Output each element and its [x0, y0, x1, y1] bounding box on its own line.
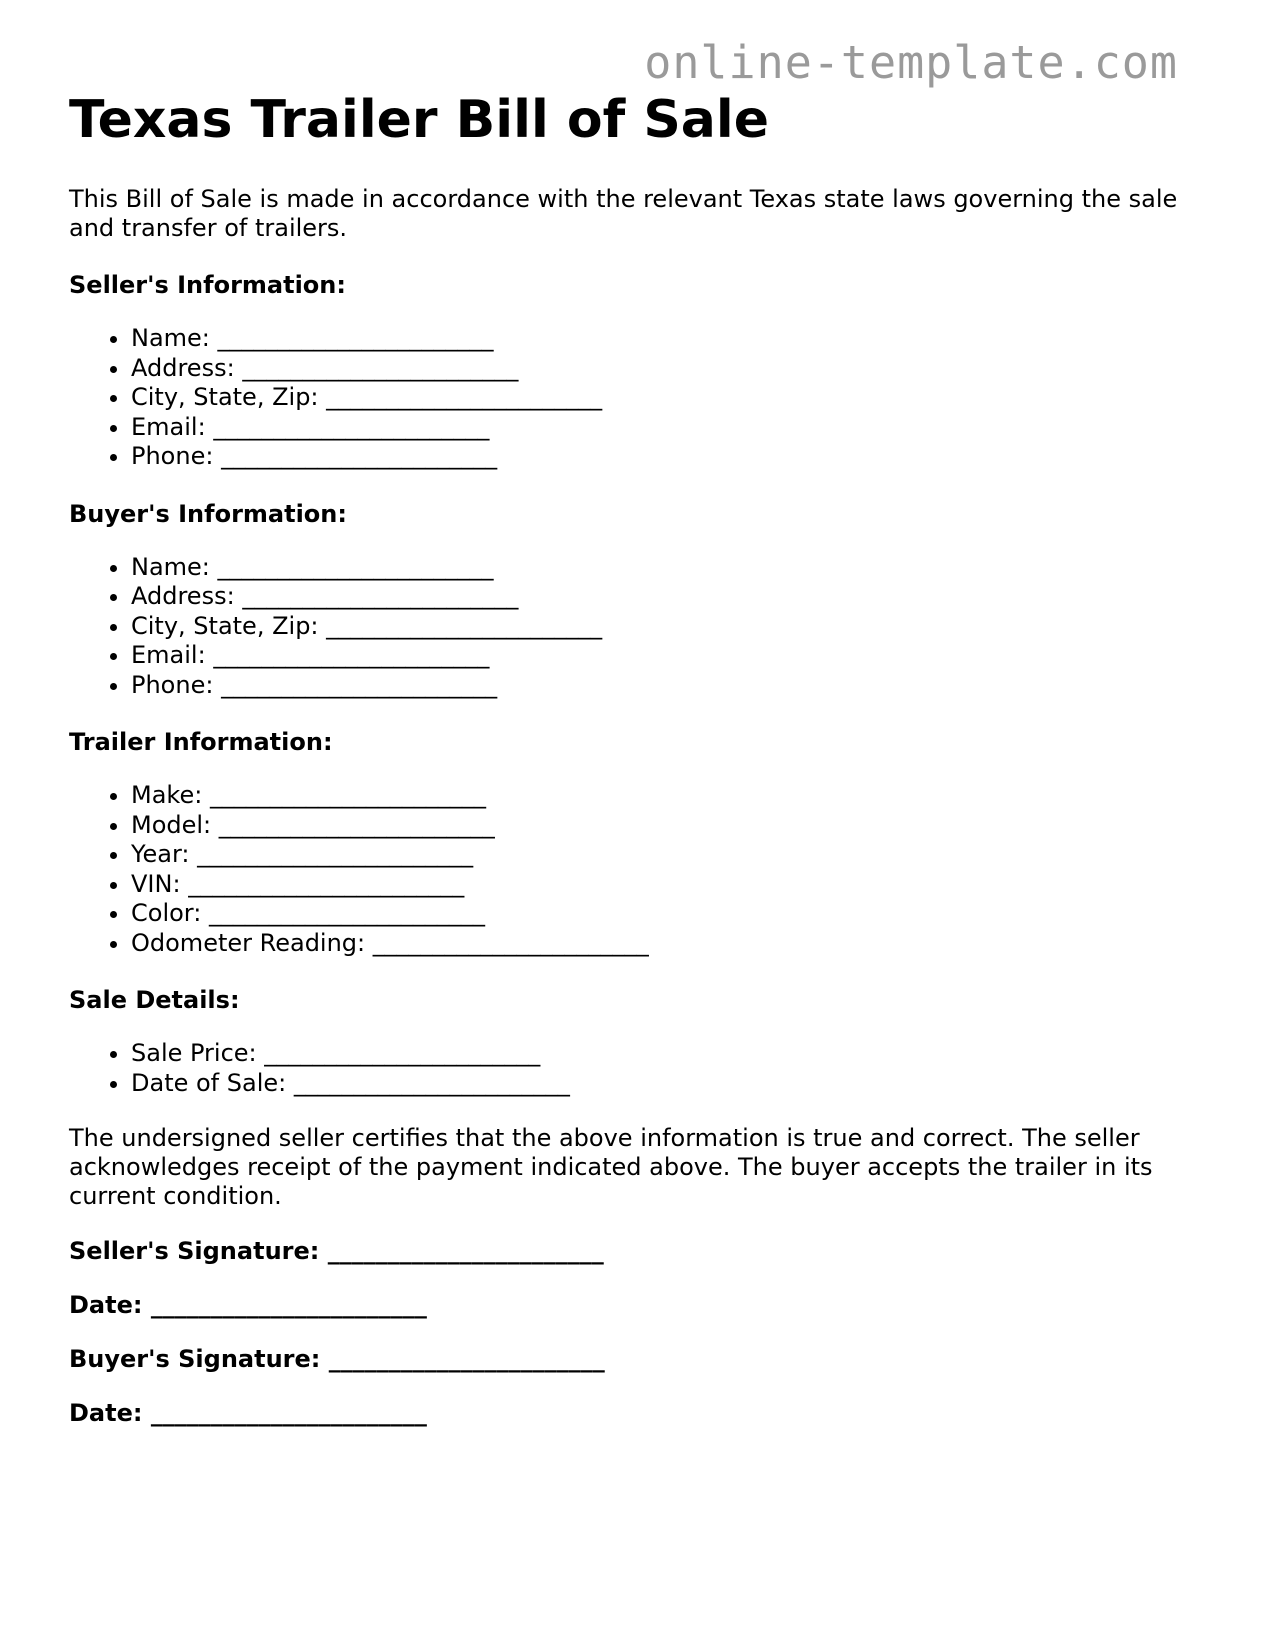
trailer-info-list: [69, 781, 1199, 958]
field-label: Email:: [131, 641, 206, 669]
blank-line[interactable]: _______________________: [208, 899, 485, 927]
field-label: Make:: [131, 781, 203, 809]
sale-details-list: [69, 1039, 1199, 1098]
field-label: Color:: [131, 899, 202, 927]
blank-line[interactable]: _______________________: [372, 928, 649, 957]
sellers-info-list: [69, 324, 1199, 472]
trailer-make-field[interactable]: [131, 781, 1199, 811]
blank-line[interactable]: _______________________: [264, 1039, 541, 1067]
intro-paragraph: This Bill of Sale is made in accordance with the relevant Texas state laws governing the sale and transfer of trailers.: [69, 185, 1178, 242]
trailer-color-field[interactable]: [131, 899, 1199, 929]
blank-line[interactable]: _______________________: [242, 353, 519, 382]
buyer-date-line[interactable]: Date: _______________________: [69, 1399, 427, 1427]
field-label: VIN:: [131, 869, 181, 898]
blank-line[interactable]: _______________________: [188, 869, 465, 898]
field-label: Phone:: [131, 442, 214, 470]
date-of-sale-field[interactable]: [131, 1069, 1199, 1099]
buyers-info-list: [69, 553, 1199, 701]
page-title: Texas Trailer Bill of Sale: [69, 90, 769, 150]
blank-line[interactable]: _______________________: [221, 442, 498, 470]
sellers-info-heading: Seller's Information:: [69, 271, 346, 299]
field-label: Model:: [131, 810, 212, 839]
buyer-name-field[interactable]: [131, 553, 1199, 583]
blank-line[interactable]: _______________________: [218, 810, 495, 839]
buyers-info-heading: Buyer's Information:: [69, 499, 347, 528]
seller-address-field[interactable]: [131, 354, 1199, 384]
blank-line[interactable]: _______________________: [326, 383, 603, 411]
field-label: City, State, Zip:: [131, 383, 319, 411]
sale-details-heading: Sale Details:: [69, 986, 240, 1014]
seller-name-field[interactable]: [131, 324, 1199, 354]
blank-line[interactable]: _______________________: [217, 324, 494, 352]
seller-signature-line[interactable]: Seller's Signature: _______________________: [69, 1237, 604, 1265]
buyer-phone-field[interactable]: [131, 671, 1199, 701]
blank-line[interactable]: _______________________: [217, 552, 494, 581]
sale-price-field[interactable]: [131, 1039, 1199, 1069]
buyer-email-field[interactable]: [131, 641, 1199, 671]
blank-line[interactable]: _______________________: [209, 781, 486, 809]
trailer-info-heading: Trailer Information:: [69, 728, 333, 756]
blank-line[interactable]: _______________________: [326, 611, 603, 640]
field-label: City, State, Zip:: [131, 611, 319, 640]
trailer-vin-field[interactable]: [131, 870, 1199, 900]
trailer-model-field[interactable]: [131, 811, 1199, 841]
trailer-year-field[interactable]: [131, 840, 1199, 870]
blank-line[interactable]: _______________________: [293, 1068, 570, 1097]
blank-line[interactable]: _______________________: [213, 412, 490, 441]
field-label: Year:: [131, 840, 190, 868]
field-label: Name:: [131, 552, 210, 581]
blank-line[interactable]: _______________________: [242, 582, 519, 610]
blank-line[interactable]: _______________________: [213, 641, 490, 669]
trailer-odometer-field[interactable]: [131, 929, 1199, 959]
seller-phone-field[interactable]: [131, 442, 1199, 472]
buyer-signature-line[interactable]: Buyer's Signature: _______________________: [69, 1345, 605, 1373]
field-label: Phone:: [131, 670, 214, 699]
field-label: Name:: [131, 324, 210, 352]
blank-line[interactable]: _______________________: [221, 670, 498, 699]
field-label: Date of Sale:: [131, 1068, 287, 1097]
buyer-city-state-zip-field[interactable]: [131, 612, 1199, 642]
certification-paragraph: The undersigned seller certifies that the above information is true and correct. The seller acknowledges receipt of the payment indicated above. The buyer accepts the trailer in its current condition.: [69, 1124, 1153, 1210]
buyer-address-field[interactable]: [131, 582, 1199, 612]
seller-date-line[interactable]: Date: _______________________: [69, 1291, 427, 1319]
seller-email-field[interactable]: [131, 413, 1199, 443]
field-label: Address:: [131, 353, 235, 382]
document: [69, 90, 1199, 1428]
blank-line[interactable]: _______________________: [197, 840, 474, 868]
seller-city-state-zip-field[interactable]: [131, 383, 1199, 413]
field-label: Odometer Reading:: [131, 928, 366, 957]
watermark: online-template.com: [644, 36, 1178, 89]
field-label: Sale Price:: [131, 1039, 257, 1067]
field-label: Email:: [131, 412, 206, 441]
field-label: Address:: [131, 582, 235, 610]
